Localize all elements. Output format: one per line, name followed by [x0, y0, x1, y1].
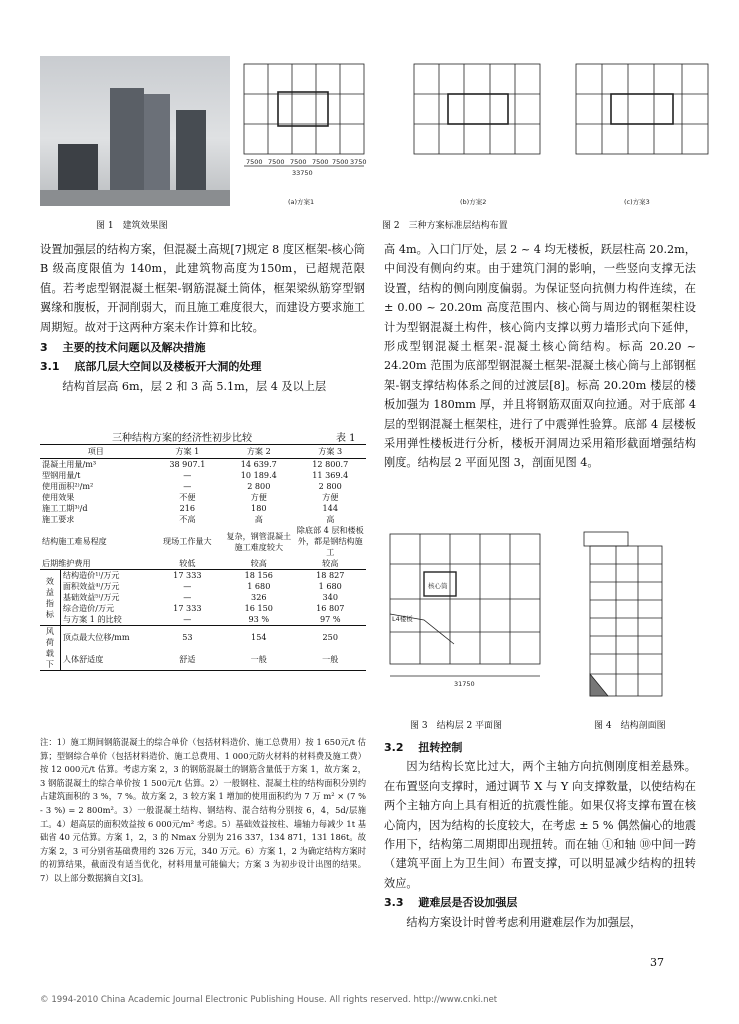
benefit-plan-2: 326 [251, 592, 267, 602]
benefit-plan-3: 97 % [319, 614, 341, 624]
figure1-caption: 图 1 建筑效果图 [96, 221, 168, 231]
fig3-total-dim: 31750 [454, 680, 475, 688]
row-plan-3: 2 800 [318, 481, 342, 491]
wind-item: 人体舒适度 [60, 648, 151, 671]
row-plan-2: 14 639.7 [240, 459, 277, 469]
row-item: 施工工期³⁾/d [42, 503, 88, 513]
fig2-total-dim: 33750 [292, 169, 313, 177]
header-item: 项目 [40, 445, 152, 459]
row-plan-2: 2 800 [247, 481, 271, 491]
fig2-sub-a: (a)方案1 [288, 198, 315, 206]
row-plan-2: 较高 [250, 558, 267, 568]
copyright-footer: © 1994-2010 China Academic Journal Electronic Publishing House. All rights reserved. http://www.cnki.net [40, 995, 498, 1005]
row-plan-2: 高 [254, 514, 263, 524]
row-item: 施工要求 [42, 514, 75, 524]
wind-plan-2: 154 [223, 626, 294, 649]
economy-comparison-table [40, 444, 366, 671]
figure3-caption: 图 3 结构层 2 平面图 [410, 721, 503, 731]
fig2-dim-label: 3750 [350, 158, 367, 166]
section-3-3-number: 3.3 [384, 896, 404, 910]
right-paragraph-1: 高 4m。入口门厅处，层 2 ~ 4 均无楼板，跃层柱高 20.2m，中间没有侧向约束。由于建筑门洞的影响，一些竖向支撑无法设置，结构的侧向刚度偏弱。为保证竖向抗侧力构件连续，在 ± 0.00 ~ 20.20m 高度范围内、核心筒与周边的钢框架柱设计为型钢混凝土构件，核心筒内支撑以剪力墙形式向下延伸，形成型钢混凝土框架-混凝土核心筒结构。标高 20.20 ~ 24.20m 范围为底部型钢混凝土框架-混凝土核心筒与上部钢框架-钢支撑结构体系之间的过渡层[8]。标高 20.20m 楼层的楼板加强为 180mm 厚，并且将钢筋双面双向拉通。对于底部 4 层的型钢混凝土框架柱，进行了中震弹性验算。底部 4 层楼板采用弹性楼板进行分析，楼板开洞周边采用箱形截面增强结构刚度。结构层 2 平面见图 3，剖面见图 4。 [384, 243, 696, 470]
table-row [40, 503, 366, 514]
benefit-plan-1: — [183, 614, 192, 624]
right-column-bottom [384, 738, 696, 932]
table-row [40, 525, 366, 558]
row-plan-3: 11 369.4 [312, 470, 349, 480]
table-row [40, 514, 366, 525]
wind-item: 顶点最大位移/mm [60, 626, 151, 649]
table-header-row [40, 445, 366, 459]
header-plan-2: 方案 2 [223, 445, 294, 459]
benefit-plan-1: 17 333 [152, 570, 223, 582]
row-item: 使用面积²⁾/m² [42, 481, 94, 491]
fig3-core-label: 核心筒 [428, 582, 448, 590]
table-row [40, 626, 366, 649]
fig3-slab-label: L4楼板 [392, 615, 413, 623]
row-plan-1: — [183, 481, 192, 491]
figure2-floor-plans [236, 54, 718, 209]
section-3-number: 3 [40, 341, 48, 355]
figure3-4-drawings [384, 524, 702, 714]
section-3-1-title: 底部几层大空间以及楼板开大洞的处理 [74, 360, 262, 374]
benefit-item: 综合造价/万元 [62, 603, 115, 613]
left-paragraph-1: 设置加强层的结构方案，但混凝土高规[7]规定 8 度区框架-核心筒 B 级高度限值为 140m，此建筑物高度为150m，已超规范限值。若考虑型钢混凝土框架-钢筋混凝土筒体，框架梁纵筋穿型钢翼缘和腹板，开洞削弱大，而且施工难度很大，而建设方要求施工周期短。故对于这两种方案未作计算和比较。 [40, 243, 365, 334]
section-3-title: 主要的技术问题以及解决措施 [62, 341, 206, 355]
benefit-plan-3: 16 807 [316, 603, 345, 613]
row-plan-3: 较高 [322, 558, 339, 568]
figure4-caption: 图 4 结构剖面图 [594, 721, 666, 731]
building-rendering-photo [40, 56, 230, 206]
left-column [40, 240, 365, 396]
row-plan-1: — [183, 470, 192, 480]
row-plan-3: 除底部 4 层和楼板外，都是钢结构施工 [296, 525, 364, 557]
row-plan-3: 方便 [322, 492, 339, 502]
benefit-plan-3: 1 680 [318, 581, 342, 591]
row-item: 型钢用量/t [42, 470, 81, 480]
benefit-plan-3: 340 [322, 592, 338, 602]
table-row [40, 614, 366, 626]
header-plan-1: 方案 1 [152, 445, 223, 459]
table1-label: 表 1 [336, 433, 356, 444]
table-row [40, 492, 366, 503]
fig2-sub-b: (b)方案2 [460, 198, 487, 206]
row-item: 混凝土用量/m³ [42, 459, 97, 469]
benefit-plan-3: 18 827 [295, 570, 367, 582]
table-row [40, 481, 366, 492]
benefit-plan-2: 93 % [248, 614, 270, 624]
row-plan-2: 180 [251, 503, 267, 513]
table1-title: 三种结构方案的经济性初步比较 [112, 433, 252, 444]
left-paragraph-2: 结构首层高 6m，层 2 和 3 高 5.1m，层 4 及以上层 [62, 379, 327, 393]
table-row [40, 470, 366, 481]
row-item: 结构施工难易程度 [42, 536, 107, 546]
benefit-item: 与方案 1 的比较 [62, 614, 122, 624]
section-3-3-heading [384, 893, 696, 912]
group-benefit-label: 效益指标 [40, 570, 60, 626]
section-3-1-heading [40, 357, 365, 376]
row-plan-1: 现场工作量大 [163, 536, 212, 546]
row-plan-1: 38 907.1 [169, 459, 206, 469]
right-paragraph-3: 结构方案设计时曾考虑利用避难层作为加强层， [406, 915, 642, 929]
row-plan-1: 不高 [179, 514, 196, 524]
benefit-plan-1: — [183, 592, 192, 602]
section-3-1-number: 3.1 [40, 360, 60, 374]
benefit-item: 面积效益⁴⁾/万元 [62, 581, 120, 591]
wind-plan-3: 250 [295, 626, 367, 649]
table-row [40, 581, 366, 592]
fig2-dim-label: 7500 [246, 158, 263, 166]
wind-plan-3: 一般 [295, 648, 367, 671]
table-row [40, 558, 366, 570]
wind-plan-1: 53 [152, 626, 223, 649]
section-3-2-heading [384, 738, 696, 757]
row-plan-2: 复杂，钢管混凝土施工难度较大 [226, 530, 292, 552]
right-paragraph-2: 因为结构长宽比过大，两个主轴方向抗侧刚度相差悬殊。在布置竖向支撑时，通过调节 X 与 Y 向支撑数量，以使结构在两个主轴方向上具有相近的抗震性能。如果仅将支撑布置在核心筒内，因为结构的长度较大，在考虑 ± 5 % 偶然偏心的地震作用下，结构第二周期即出现扭转。而在轴 ①和轴 ⑩中间一跨（建筑平面上为卫生间）布置支撑，可以明显减少结构的扭转效应。 [384, 760, 696, 890]
right-column-top [384, 240, 696, 473]
page-number: 37 [650, 956, 664, 969]
header-plan-3: 方案 3 [295, 445, 367, 459]
table-notes-text: 注：1）施工期间钢筋混凝土的综合单价（包括材料造价、施工总费用）按 1 650元/t 估算；型钢综合单价（包括材料造价、施工总费用、1 000元防火材料的材料费及施工费）按 12 000元/t 估算。考虑方案 2，3 的钢筋混凝土的钢筋含量低于方案 1，故方案 2，3 钢筋混凝土的综合单价按 1 500元/t 估算。2）一般钢柱、混凝土柱的结构面积分别约占建筑面积的 3 %，7 %。故方案 2，3 较方案 1 增加的使用面积约为 7 万 m² × (7 % - 3 %) = 2 800m²。3）一般混凝土结构、钢结构、混合结构分别按 6，4，5d/层施工。4）超高层的面积效益按 6 000元/m² 考虑。5）基础效益按柱、墙轴力每减少 1t 基础省 40 元估算。方案 1，2，3 的 Nmax 分别为 216 337，134 871，131 186t。故方案 2，3 可分别省基础费用约 326 万元，340 万元。6）方案 1，2 为确定结构方案时的初算结果，截面没有适当优化，材料用量可能偏大；方案 3 为初步设计出图的结果。7）以上部分数据摘自文[3]。 [40, 737, 366, 883]
benefit-item: 结构造价¹⁾/万元 [60, 570, 151, 582]
row-plan-2: 方便 [250, 492, 267, 502]
row-plan-1: 较低 [179, 558, 196, 568]
row-plan-1: 216 [179, 503, 196, 513]
fig2-dim-label: 7500 [312, 158, 329, 166]
table-notes [40, 736, 366, 886]
row-item: 使用效果 [42, 492, 75, 502]
row-plan-3: 12 800.7 [312, 459, 349, 469]
figure2-caption: 图 2 三种方案标准层结构布置 [382, 221, 508, 231]
row-plan-3: 144 [322, 503, 338, 513]
fig2-dim-label: 7500 [290, 158, 307, 166]
table-row [40, 648, 366, 671]
fig2-dim-label: 7500 [268, 158, 285, 166]
section-3-heading [40, 338, 365, 357]
table-row [40, 603, 366, 614]
fig2-dim-label: 7500 [332, 158, 349, 166]
fig2-sub-c: (c)方案3 [624, 198, 650, 206]
benefit-plan-2: 18 156 [223, 570, 294, 582]
benefit-plan-1: 17 333 [173, 603, 202, 613]
table-row [40, 592, 366, 603]
benefit-plan-2: 16 150 [244, 603, 273, 613]
benefit-plan-2: 1 680 [247, 581, 271, 591]
group-wind-label: 风荷载下 [40, 626, 60, 671]
benefit-plan-1: — [183, 581, 192, 591]
wind-plan-1: 舒适 [152, 648, 223, 671]
wind-plan-2: 一般 [223, 648, 294, 671]
section-3-2-title: 扭转控制 [418, 741, 463, 754]
row-plan-2: 10 189.4 [240, 470, 277, 480]
row-plan-3: 高 [326, 514, 335, 524]
section-3-3-title: 避难层是否设加强层 [418, 896, 518, 910]
table-row [40, 459, 366, 471]
section-3-2-number: 3.2 [384, 741, 404, 754]
benefit-item: 基础效益⁵⁾/万元 [62, 592, 120, 602]
row-item: 后期维护费用 [42, 558, 91, 568]
row-plan-1: 不便 [179, 492, 196, 502]
table-row [40, 570, 366, 582]
